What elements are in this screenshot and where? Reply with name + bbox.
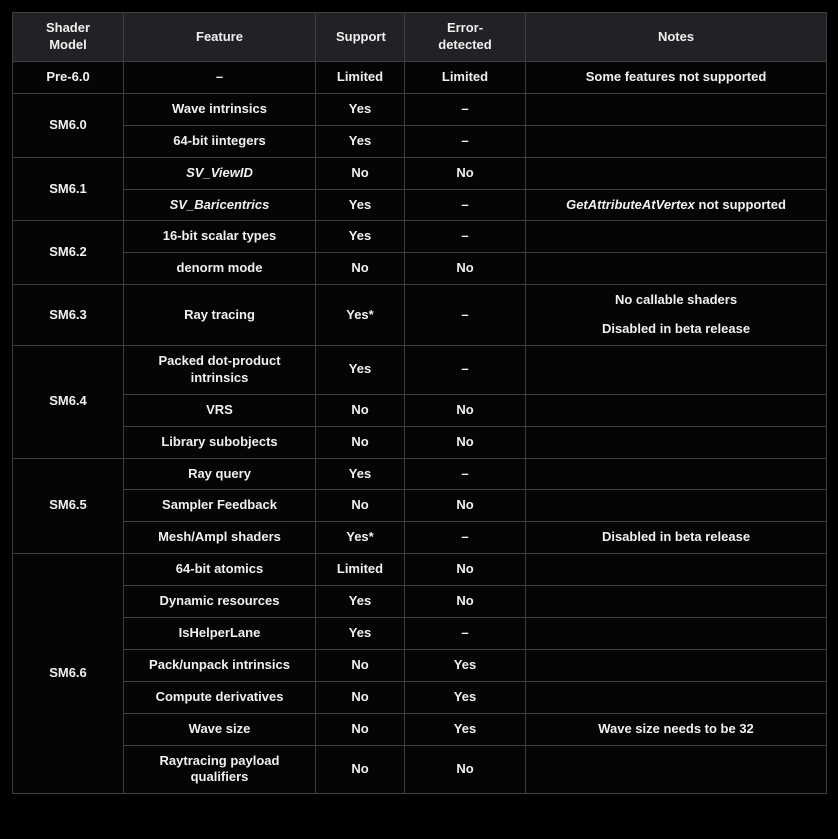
notes-line bbox=[534, 721, 818, 738]
notes-cell bbox=[526, 713, 827, 745]
table-row bbox=[13, 394, 827, 426]
error-detected-cell: Yes bbox=[405, 681, 526, 713]
header-notes: Notes bbox=[526, 13, 827, 62]
error-detected-cell: No bbox=[405, 745, 526, 794]
error-detected-cell: No bbox=[405, 253, 526, 285]
notes-line bbox=[534, 321, 818, 338]
error-detected-cell: – bbox=[405, 285, 526, 346]
notes-text: not supported bbox=[694, 196, 786, 212]
notes-cell bbox=[526, 490, 827, 522]
header-feature: Feature bbox=[124, 13, 316, 62]
support-cell: Yes bbox=[316, 458, 405, 490]
feature-cell: denorm mode bbox=[124, 253, 316, 285]
feature-cell: Mesh/Ampl shaders bbox=[124, 522, 316, 554]
feature-cell: Compute derivatives bbox=[124, 681, 316, 713]
table-row bbox=[13, 713, 827, 745]
support-cell: No bbox=[316, 713, 405, 745]
notes-cell bbox=[526, 586, 827, 618]
shader-model-cell: SM6.4 bbox=[13, 346, 124, 459]
table-row bbox=[13, 681, 827, 713]
support-cell: No bbox=[316, 253, 405, 285]
error-detected-cell: Limited bbox=[405, 62, 526, 94]
feature-cell: IsHelperLane bbox=[124, 618, 316, 650]
feature-cell: SV_ViewID bbox=[124, 157, 316, 189]
notes-line bbox=[534, 529, 818, 546]
table-row bbox=[13, 426, 827, 458]
feature-cell: Packed dot-product intrinsics bbox=[124, 346, 316, 395]
support-cell: Yes* bbox=[316, 522, 405, 554]
error-detected-cell: Yes bbox=[405, 713, 526, 745]
support-cell: No bbox=[316, 745, 405, 794]
feature-cell: 16-bit scalar types bbox=[124, 221, 316, 253]
table-row bbox=[13, 490, 827, 522]
notes-cell bbox=[526, 253, 827, 285]
notes-cell bbox=[526, 157, 827, 189]
table-row bbox=[13, 157, 827, 189]
header-error-detected: Error-detected bbox=[405, 13, 526, 62]
shader-model-cell: SM6.2 bbox=[13, 221, 124, 285]
error-detected-cell: – bbox=[405, 618, 526, 650]
support-cell: Yes bbox=[316, 346, 405, 395]
table-row bbox=[13, 285, 827, 346]
feature-cell: 64-bit atomics bbox=[124, 554, 316, 586]
header-shader-model: Shader Model bbox=[13, 13, 124, 62]
support-cell: No bbox=[316, 426, 405, 458]
error-detected-cell: – bbox=[405, 125, 526, 157]
notes-text: No callable shaders bbox=[614, 292, 738, 308]
table-row bbox=[13, 253, 827, 285]
feature-cell: Pack/unpack intrinsics bbox=[124, 649, 316, 681]
feature-cell: Wave size bbox=[124, 713, 316, 745]
error-detected-cell: No bbox=[405, 586, 526, 618]
notes-cell bbox=[526, 554, 827, 586]
support-cell: No bbox=[316, 394, 405, 426]
table-header bbox=[13, 13, 827, 62]
notes-cell bbox=[526, 618, 827, 650]
feature-cell: Sampler Feedback bbox=[124, 490, 316, 522]
notes-cell bbox=[526, 394, 827, 426]
error-detected-cell: – bbox=[405, 458, 526, 490]
table-row bbox=[13, 346, 827, 395]
feature-cell: Ray tracing bbox=[124, 285, 316, 346]
notes-cell bbox=[526, 93, 827, 125]
error-detected-cell: – bbox=[405, 189, 526, 221]
table-row bbox=[13, 522, 827, 554]
feature-cell: – bbox=[124, 62, 316, 94]
notes-line bbox=[534, 197, 818, 214]
notes-cell bbox=[526, 285, 827, 346]
notes-text: Disabled in beta release bbox=[601, 321, 751, 337]
support-cell: Yes bbox=[316, 93, 405, 125]
table-row bbox=[13, 586, 827, 618]
error-detected-cell: No bbox=[405, 426, 526, 458]
notes-identifier-text: GetAttributeAtVertex bbox=[566, 196, 695, 212]
shader-model-cell: SM6.0 bbox=[13, 93, 124, 157]
feature-cell: SV_Baricentrics bbox=[124, 189, 316, 221]
error-detected-cell: No bbox=[405, 554, 526, 586]
error-detected-cell: No bbox=[405, 490, 526, 522]
header-row bbox=[13, 13, 827, 62]
error-detected-cell: No bbox=[405, 157, 526, 189]
support-cell: Limited bbox=[316, 554, 405, 586]
table-row bbox=[13, 618, 827, 650]
table-row bbox=[13, 125, 827, 157]
notes-cell bbox=[526, 346, 827, 395]
notes-text: Disabled in beta release bbox=[601, 529, 751, 545]
notes-cell bbox=[526, 189, 827, 221]
notes-text: Wave size needs to be 32 bbox=[598, 720, 754, 736]
notes-cell bbox=[526, 62, 827, 94]
table-row bbox=[13, 458, 827, 490]
shader-support-table bbox=[12, 12, 827, 794]
support-cell: Yes bbox=[316, 618, 405, 650]
error-detected-cell: Yes bbox=[405, 649, 526, 681]
table-row bbox=[13, 189, 827, 221]
table-row bbox=[13, 745, 827, 794]
support-cell: Yes bbox=[316, 189, 405, 221]
table-row bbox=[13, 554, 827, 586]
support-cell: Limited bbox=[316, 62, 405, 94]
table-row bbox=[13, 649, 827, 681]
feature-cell: Raytracing payload qualifiers bbox=[124, 745, 316, 794]
support-cell: No bbox=[316, 490, 405, 522]
error-detected-cell: No bbox=[405, 394, 526, 426]
table-row bbox=[13, 62, 827, 94]
feature-cell: VRS bbox=[124, 394, 316, 426]
support-cell: Yes bbox=[316, 221, 405, 253]
table-row bbox=[13, 93, 827, 125]
notes-cell bbox=[526, 681, 827, 713]
feature-cell: Dynamic resources bbox=[124, 586, 316, 618]
support-cell: Yes bbox=[316, 125, 405, 157]
support-cell: Yes bbox=[316, 586, 405, 618]
notes-cell bbox=[526, 649, 827, 681]
notes-line bbox=[534, 292, 818, 309]
header-support: Support bbox=[316, 13, 405, 62]
table-row bbox=[13, 221, 827, 253]
shader-model-cell: SM6.3 bbox=[13, 285, 124, 346]
error-detected-cell: – bbox=[405, 522, 526, 554]
notes-line bbox=[534, 69, 818, 86]
feature-cell: 64-bit iintegers bbox=[124, 125, 316, 157]
feature-cell: Wave intrinsics bbox=[124, 93, 316, 125]
error-detected-cell: – bbox=[405, 93, 526, 125]
error-detected-cell: – bbox=[405, 346, 526, 395]
notes-text: Some features not supported bbox=[585, 69, 767, 84]
shader-model-cell: SM6.1 bbox=[13, 157, 124, 221]
notes-cell bbox=[526, 221, 827, 253]
notes-cell bbox=[526, 426, 827, 458]
table-body bbox=[13, 62, 827, 794]
feature-cell: Library subobjects bbox=[124, 426, 316, 458]
support-cell: No bbox=[316, 157, 405, 189]
shader-model-cell: SM6.6 bbox=[13, 554, 124, 794]
support-cell: Yes* bbox=[316, 285, 405, 346]
feature-cell: Ray query bbox=[124, 458, 316, 490]
support-cell: No bbox=[316, 681, 405, 713]
notes-cell bbox=[526, 522, 827, 554]
notes-cell bbox=[526, 745, 827, 794]
shader-model-cell: Pre-6.0 bbox=[13, 62, 124, 94]
support-cell: No bbox=[316, 649, 405, 681]
error-detected-cell: – bbox=[405, 221, 526, 253]
notes-cell bbox=[526, 458, 827, 490]
shader-model-cell: SM6.5 bbox=[13, 458, 124, 554]
notes-cell bbox=[526, 125, 827, 157]
